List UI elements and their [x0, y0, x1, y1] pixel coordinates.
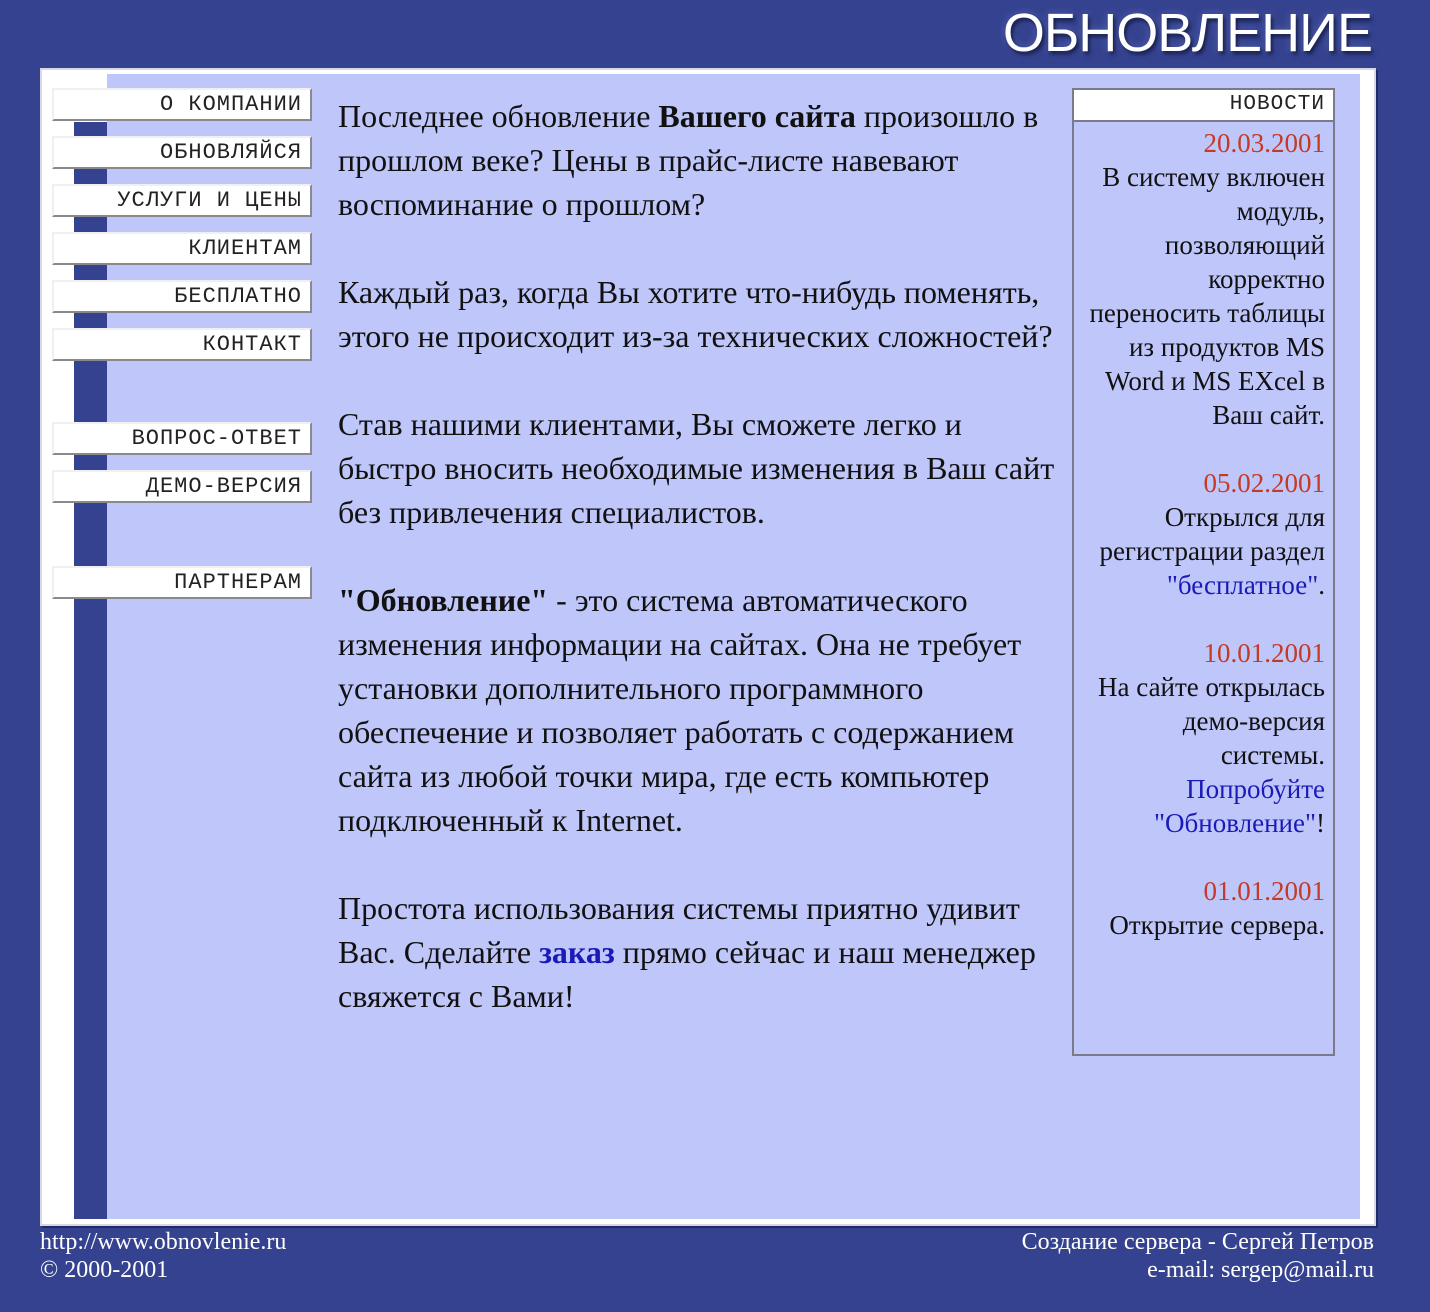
free-section-link[interactable]: "бесплатное": [1166, 570, 1319, 600]
order-text-rest: прямо сейчас и наш менеджер свяжется с Вами!: [338, 934, 1036, 1014]
news-item: [1082, 874, 1325, 942]
system-paragraph: [338, 578, 1068, 842]
system-name: "Обновление": [338, 582, 549, 618]
news-text-end: .: [1318, 570, 1325, 600]
order-text: Простота использования системы приятно удивит Вас. Сделайте: [338, 890, 1020, 970]
intro-text-rest: произошло в прошлом веке? Цены в прайс-листе навевают воспоминание о прошлом?: [338, 98, 1039, 222]
news-text: [1082, 500, 1325, 602]
intro-bold: Вашего сайта: [658, 98, 856, 134]
news-text-body: Открылся для регистрации раздел: [1099, 502, 1325, 566]
news-text: [1082, 670, 1325, 840]
news-text: В систему включен модуль, позволяющий корректно переносить таблицы из продуктов MS Word и MS EXcel в Ваш сайт.: [1089, 162, 1325, 430]
news-date: 20.03.2001: [1203, 128, 1325, 158]
news-text-end: !: [1316, 808, 1325, 838]
author-credit: Создание сервера - Сергей Петров: [1021, 1229, 1374, 1255]
news-date: 10.01.2001: [1203, 638, 1325, 668]
benefit-paragraph: Став нашими клиентами, Вы сможете легко и быстро вносить необходимые изменения в Ваш сайт без привлечения специалистов.: [338, 406, 1055, 530]
footer-left: [40, 1228, 286, 1284]
news-item: [1082, 126, 1325, 432]
nav-about-button[interactable]: О КОМПАНИИ: [52, 88, 312, 121]
nav-faq-button[interactable]: ВОПРОС-ОТВЕТ: [52, 422, 312, 455]
news-list: [1074, 122, 1333, 942]
nav-services-button[interactable]: УСЛУГИ И ЦЕНЫ: [52, 184, 312, 217]
nav-contact-button[interactable]: КОНТАКТ: [52, 328, 312, 361]
copyright: © 2000-2001: [40, 1257, 169, 1283]
author-email[interactable]: e-mail: sergep@mail.ru: [1147, 1257, 1374, 1283]
news-text: Открытие сервера.: [1109, 910, 1325, 940]
news-item: [1082, 636, 1325, 840]
news-date: 01.01.2001: [1203, 876, 1325, 906]
main-text: [338, 94, 1068, 1062]
nav-demo-button[interactable]: ДЕМО-ВЕРСИЯ: [52, 470, 312, 503]
news-date: 05.02.2001: [1203, 468, 1325, 498]
nav-clients-button[interactable]: КЛИЕНТАМ: [52, 232, 312, 265]
problem-paragraph: Каждый раз, когда Вы хотите что-нибудь поменять, этого не происходит из-за технических сложностей?: [338, 274, 1053, 354]
news-text-body: На сайте открылась демо-версия системы.: [1098, 672, 1325, 770]
footer-right: [1022, 1228, 1374, 1284]
intro-paragraph: [338, 94, 1068, 226]
order-link[interactable]: заказ: [539, 934, 615, 970]
system-description: - это система автоматического изменения информации на сайтах. Она не требует установки дополнительного программного обеспечение и позволяет работать с содержанием сайта из любой точки мира, где есть компьютер подключенный к Internet.: [338, 582, 1022, 838]
nav-update-button[interactable]: ОБНОВЛЯЙСЯ: [52, 136, 312, 169]
nav-free-button[interactable]: БЕСПЛАТНО: [52, 280, 312, 313]
site-logo: ОБНОВЛЕНИЕ: [1002, 3, 1372, 63]
order-paragraph: [338, 886, 1068, 1018]
news-title: НОВОСТИ: [1074, 90, 1333, 122]
main-frame: [40, 68, 1376, 1226]
try-demo-link[interactable]: Попробуйте "Обновление": [1154, 774, 1325, 838]
intro-text: Последнее обновление: [338, 98, 659, 134]
site-url: http://www.obnovlenie.ru: [40, 1229, 287, 1255]
news-item: [1082, 466, 1325, 602]
news-panel: [1072, 88, 1335, 1056]
nav-partners-button[interactable]: ПАРТНЕРАМ: [52, 566, 312, 599]
